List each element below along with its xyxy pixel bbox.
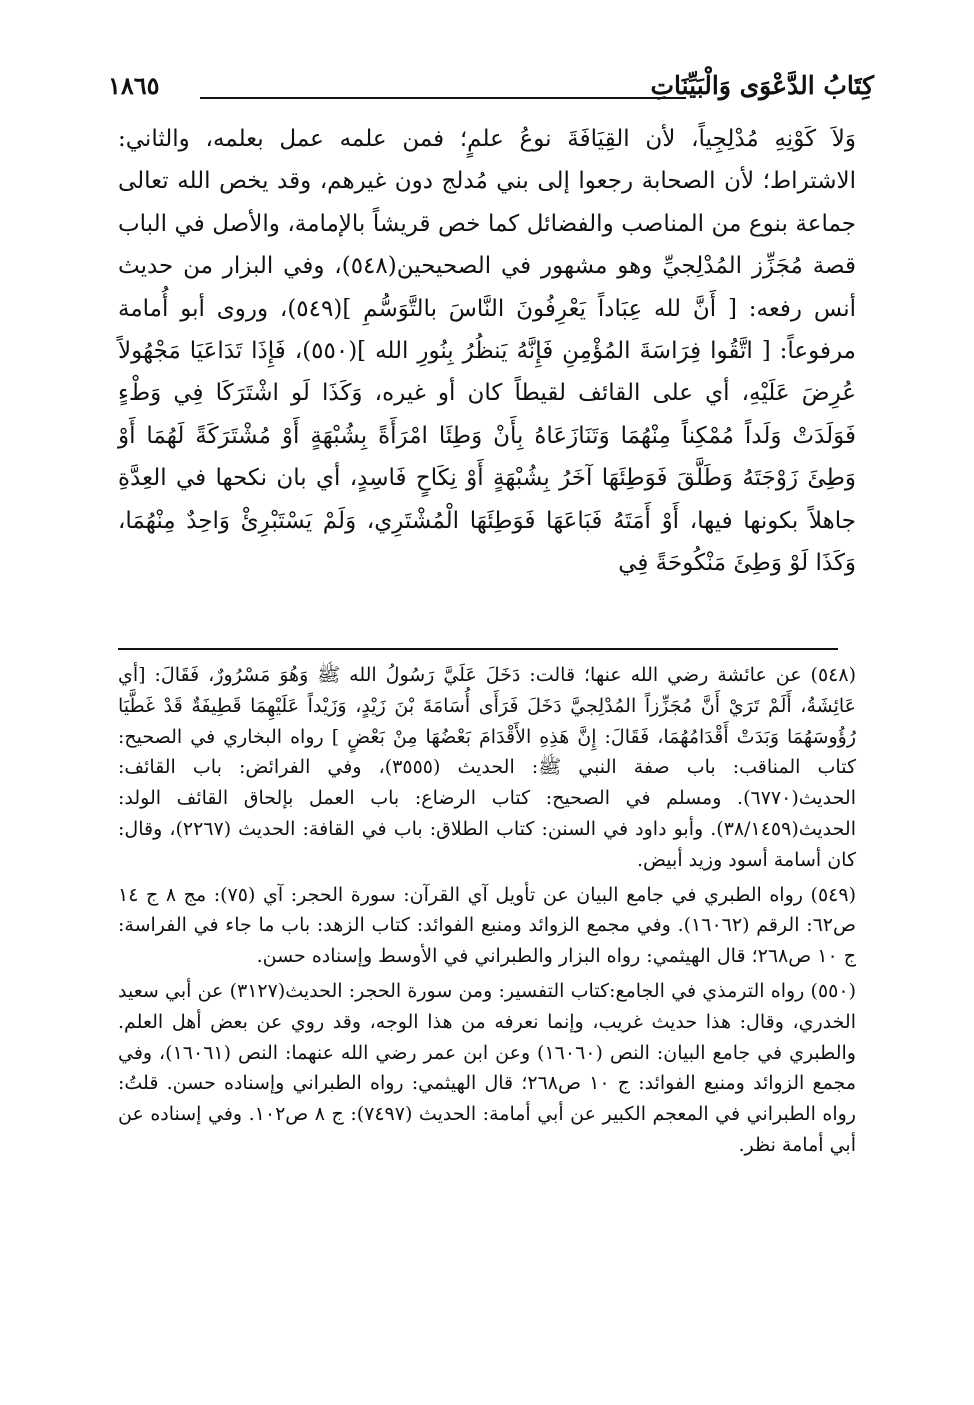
footnote [118,660,856,876]
chapter-title: كِتَابُ الدَّعْوَى وَالْبَيِّنَاتِ [650,71,874,100]
footnote [118,976,856,1161]
footnote-number: (٥٤٨) [810,664,856,686]
footnote-number: (٥٤٩) [810,883,856,906]
footnote-text: رواه الطبري في جامع البيان عن تأويل آي القرآن: سورة الحجر: آي (٧٥): مج ٨ ج ١٤ ص٦٢: الرقم (١٦٠٦٢). وفي مجمع الزوائد ومنبع الفوائد: كتاب الزهد: باب ما جاء في الفراسة: ج ١٠ ص٢٦٨؛ قال الهيثمي: رواه البزار والطبراني في الأوسط وإسناده حسن. [118,883,856,968]
footnote-separator [118,648,838,650]
footnote-text: عن عائشة رضي الله عنها؛ قالت: دَخَلَ عَلَيَّ رَسُولُ الله ﷺ وَهُوَ مَسْرُورٌ، فَقَالَ: [أي عَائِشَةُ، أَلَمْ تَرَيْ أَنَّ مُجَزِّزاً المُدْلِجيَّ دَخَلَ فَرَأَى أُسَامَةَ بْنَ زَيْدٍ، وَزَيْداً عَلَيْهِمَا قَطِيفَةٌ قَدْ غَطَّيَا رُؤُوسَهُمَا وَبَدَتْ أَقْدَامُهُمَا، فَقَالَ: إِنَّ هَذِهِ الأَقْدَامَ بَعْضُهَا مِنْ بَعْضٍ ] رواه البخاري في الصحيح: كتاب المناقب: باب صفة النبي ﷺ: الحديث (٣٥٥٥)، وفي الفرائض: باب القائف: الحديث(٦٧٧٠). ومسلم في الصحيح: كتاب الرضاع: باب العمل بإلحاق القائف الولد: الحديث(٣٨/١٤٥٩). وأبو داود في السنن: كتاب الطلاق: باب في القافة: الحديث (٢٢٦٧)، وقال: كان أسامة أسود وزيد أبيض. [118,664,856,871]
main-text [118,118,856,584]
footnote-number: (٥٥٠) [810,979,856,1002]
main-paragraph: وَلاَ كَوْنِهِ مُدْلِجِياً، لأن القِيَافَةَ نوعُ علمٍ؛ فمن علمه عمل بعلمه، والثاني: الاشتراط؛ لأن الصحابة رجعوا إلى بني مُدلج دون غيرهم، وقد يخص الله تعالى جماعة بنوع من المناصب والفضائل كما خص قريشاً بالإمامة، والأصل في الباب قصة مُجَزِّز المُدْلِجيِّ وهو مشهور في الصحيحين(٥٤٨)، وفي البزار من حديث أنس رفعه: [ أَنَّ لله عِبَاداً يَعْرِفُونَ النَّاسَ بالتَّوَسُّمِ ](٥٤٩)، وروى أبو أُمامة مرفوعاً: [ اتَّقُوا فِرَاسَةَ المُؤْمِنِ فَإِنَّهُ يَنظُرُ بِنُورِ الله ](٥٥٠)، فَإِذَا تَدَاعَيَا مَجْهُولاً عُرِضَ عَلَيْهِ، أي على القائف لقيطاً كان أو غيره، وَكَذَا لَو اشْتَرَكَا فِي وَطْءٍ فَوَلَدَتْ وَلَداً مُمْكِناً مِنْهُمَا وَتَنَازَعَاهُ بِأَنْ وَطِئَا امْرَأَةً بِشُبْهَةٍ أَوْ مُشْتَرَكَةً لَهُمَا أَوْ وَطِئَ زَوْجَتَهُ وَطَلَّقَ فَوَطِئَهَا آخَرُ بِشُبْهَةٍ أَوْ نِكَاحٍ فَاسِدٍ، أي بان نكحها في العِدَّةِ جاهلاً بكونها فيها، أَوْ أَمَتَهُ فَبَاعَهَا فَوَطِئَهَا الْمُشْتَرِي، وَلَمْ يَسْتَبْرِئْ وَاحِدٌ مِنْهُمَا، وَكَذَا لَوْ وَطِئَ مَنْكُوحَةً فِي [118,126,856,577]
footnote-text: رواه الترمذي في الجامع:كتاب التفسير: ومن سورة الحجر: الحديث(٣١٢٧) عن أبي سعيد الخدري، وقال: هذا حديث غريب، وإنما نعرفه من هذا الوجه، وقد روي عن بعض أهل العلم. والطبري في جامع البيان: النص (١٦٠٦٠) وعن ابن عمر رضي الله عنهما: النص (١٦٠٦١)، وفي مجمع الزوائد ومنبع الفوائد: ج ١٠ ص٢٦٨؛ قال الهيثمي: رواه الطبراني وإسناده حسن. قلتُ: رواه الطبراني في المعجم الكبير عن أبي أمامة: الحديث (٧٤٩٧): ج ٨ ص١٠٢. وفي إسناده عن أبي أمامة نظر. [118,979,856,1156]
page-header [108,70,874,110]
footnotes [118,660,856,1165]
header-rule [200,97,686,99]
page-number: ١٨٦٥ [108,71,160,100]
footnote [118,880,856,972]
